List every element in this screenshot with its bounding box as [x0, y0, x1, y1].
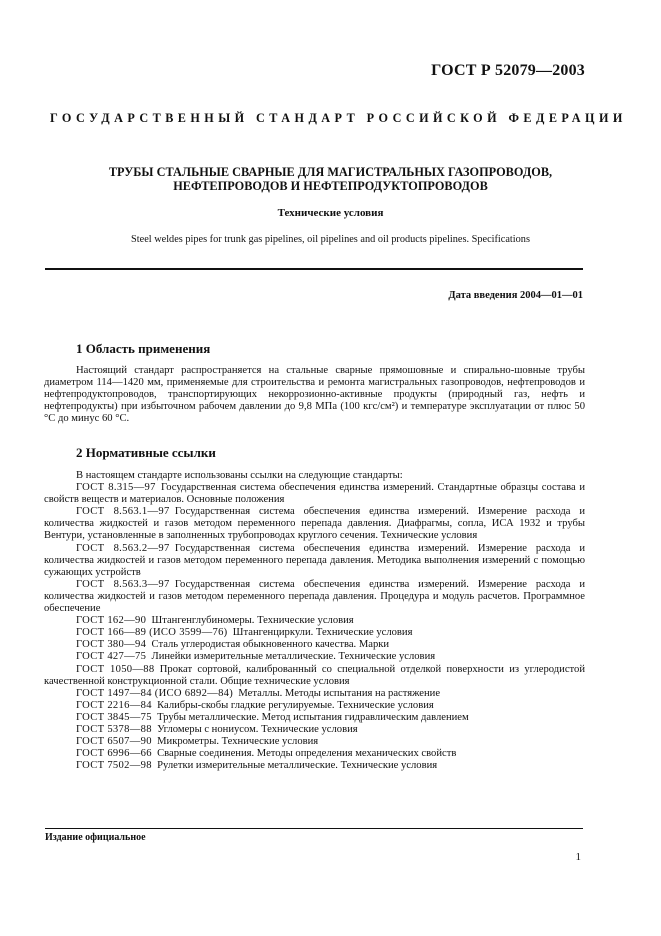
reference-items — [44, 482, 585, 772]
reference-item — [44, 579, 585, 615]
english-title: Steel weldes pipes for trunk gas pipelines, oil pipelines and oil products pipelines. Specifications — [131, 234, 530, 245]
reference-code: ГОСТ 1050—88 — [76, 663, 155, 675]
reference-title: Калибры-скобы гладкие регулируемые. Технические условия — [157, 699, 434, 711]
reference-item — [44, 736, 585, 748]
reference-code: ГОСТ 7502—98 — [76, 760, 152, 772]
top-divider — [45, 268, 583, 270]
reference-code: ГОСТ 380—94 — [76, 639, 147, 651]
reference-title: Металлы. Методы испытания на растяжение — [238, 687, 441, 699]
section-2-heading: 2 Нормативные ссылки — [76, 445, 216, 460]
title-line-1: ТРУБЫ СТАЛЬНЫЕ СВАРНЫЕ ДЛЯ МАГИСТРАЛЬНЫХ ГАЗОПРОВОДОВ, — [108, 165, 553, 179]
reference-item — [44, 639, 585, 651]
document-code: ГОСТ Р 52079—2003 — [431, 62, 585, 79]
reference-item — [44, 700, 585, 712]
reference-title: Государственная система обеспечения единства измерений. Измерение расхода и количества жидкостей и газов методом переменного перепада давления. Диафрагмы, сопла, ИСА 1932 и трубы Вентури, установленные в заполненных трубопроводах круглого сечения. Технические условия — [44, 506, 586, 542]
reference-item — [44, 627, 585, 639]
page-number: 1 — [575, 851, 581, 863]
reference-code: ГОСТ 8.563.2—97 — [76, 542, 170, 554]
state-standard-banner: ГОСУДАРСТВЕННЫЙ СТАНДАРТ РОССИЙСКОЙ ФЕДЕРАЦИИ — [50, 111, 627, 125]
reference-title: Рулетки измерительные металлические. Технические условия — [157, 760, 438, 772]
reference-item — [44, 748, 585, 760]
reference-title: Государственная система обеспечения единства измерений. Измерение расхода и количества жидкостей и газов методом переменного перепада давления. Методика выполнения измерений с помощью сужающих устройств — [44, 542, 586, 578]
reference-title: Сталь углеродистая обыкновенного качества. Марки — [151, 639, 390, 651]
reference-title: Прокат сортовой, калиброванный со специальной отделкой поверхности из углеродистой качественной конструкционной стали. Общие технические условия — [44, 663, 585, 687]
edition-label: Издание официальное — [45, 832, 146, 843]
references-intro: В настоящем стандарте использованы ссылки на следующие стандарты: — [76, 470, 403, 481]
reference-code: ГОСТ 8.563.1—97 — [76, 506, 170, 518]
reference-code: ГОСТ 8.563.3—97 — [76, 578, 170, 590]
reference-title: Штангенглубиномеры. Технические условия — [151, 615, 354, 627]
reference-code: ГОСТ 166—89 (ИСО 3599—76) — [76, 627, 228, 639]
reference-title: Государственная система обеспечения единства измерений. Стандартные образцы состава и свойств веществ и материалов. Основные положения — [44, 482, 586, 506]
reference-code: ГОСТ 5378—88 — [76, 723, 152, 735]
reference-title: Государственная система обеспечения единства измерений. Измерение расхода и количества жидкостей и газов методом переменного перепада давления. Процедура и модуль расчетов. Программное обеспечение — [44, 578, 586, 615]
reference-title: Линейки измерительные металлические. Технические условия — [151, 651, 436, 663]
bottom-divider — [45, 828, 583, 829]
reference-code: ГОСТ 8.315—97 — [76, 482, 156, 494]
reference-code: ГОСТ 427—75 — [76, 651, 147, 663]
reference-code: ГОСТ 162—90 — [76, 615, 147, 627]
document-title — [50, 165, 611, 193]
reference-item — [44, 506, 585, 542]
reference-item — [44, 651, 585, 663]
title-line-2: НЕФТЕПРОВОДОВ И НЕФТЕПРОДУКТОПРОВОДОВ — [173, 179, 488, 193]
reference-item — [44, 712, 585, 724]
reference-title: Штангенциркули. Технические условия — [232, 627, 413, 639]
references-list — [44, 470, 585, 772]
reference-title: Микрометры. Технические условия — [157, 736, 319, 748]
reference-title: Сварные соединения. Методы определения механических свойств — [157, 748, 457, 760]
reference-code: ГОСТ 1497—84 (ИСО 6892—84) — [76, 687, 234, 699]
reference-code: ГОСТ 6996—66 — [76, 748, 152, 760]
reference-item — [44, 482, 585, 506]
section-1-text: Настоящий стандарт распространяется на стальные сварные прямошовные и спирально-шовные трубы диаметром 114—1420 мм, применяемые для строительства и ремонта магистральных газопроводов, нефтепроводов и нефтепродуктопроводов, транспортирующих некоррозионно-активные продукты (природный газ, нефть и нефтепродукты) при избыточном рабочем давлении до 9,8 МПа (100 кгс/см²) и температуре эксплуатации от плюс 50 °С до минус 60 °С. — [44, 365, 585, 425]
reference-item — [44, 543, 585, 579]
document-subtitle: Технические условия — [277, 207, 384, 219]
section-1-heading: 1 Область применения — [76, 341, 211, 356]
reference-item — [44, 724, 585, 736]
reference-code: ГОСТ 6507—90 — [76, 736, 152, 748]
reference-item — [44, 664, 585, 688]
reference-item — [44, 688, 585, 700]
reference-item — [44, 760, 585, 772]
reference-title: Трубы металлические. Метод испытания гидравлическим давлением — [157, 711, 469, 723]
reference-title: Угломеры с нониусом. Технические условия — [157, 723, 358, 735]
reference-code: ГОСТ 2216—84 — [76, 699, 152, 711]
reference-code: ГОСТ 3845—75 — [76, 711, 152, 723]
reference-item — [44, 615, 585, 627]
introduction-date: Дата введения 2004—01—01 — [448, 290, 583, 301]
